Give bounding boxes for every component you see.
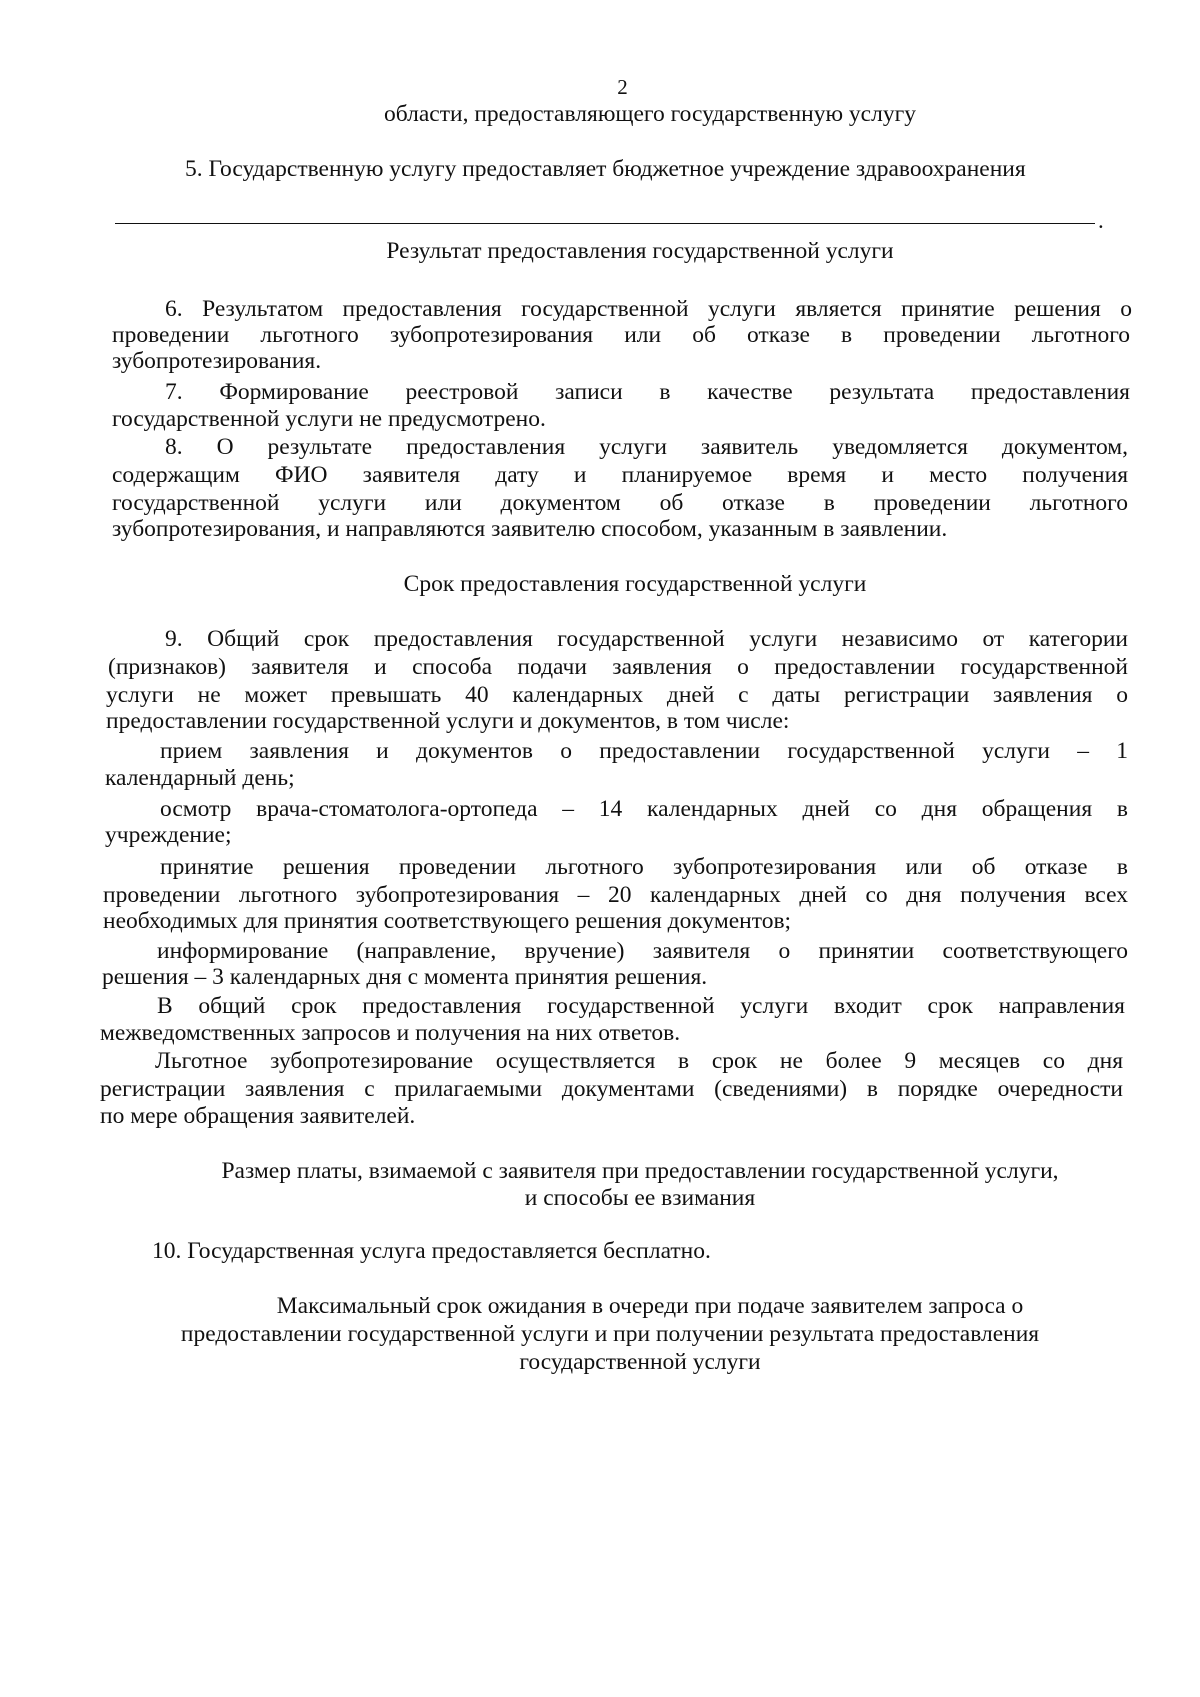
heading-wait-line-1: Максимальный срок ожидания в очереди при подаче заявителем запроса о [276,1293,1024,1319]
term-line-9: принятие решения проведении льготного зубопротезирования или об отказе в [160,854,1128,880]
term-line-18: по мере обращения заявителей. [100,1103,416,1129]
blank-end-dot: . [1098,208,1104,233]
term-line-5: прием заявления и документов о предоставлении государственной услуги – 1 [160,738,1128,764]
term-line-2: (признаков) заявителя и способа подачи заявления о предоставлении государственной [108,654,1128,680]
heading-fee-line-2: и способы ее взимания [524,1185,756,1211]
blank-underline [115,223,1095,224]
term-line-16: Льготное зубопротезирование осуществляется в срок не более 9 месяцев со дня [155,1048,1123,1074]
item-10-text: 10. Государственная услуга предоставляется бесплатно. [152,1238,711,1264]
result-line-4: 7. Формирование реестровой записи в качестве результата предоставления [165,379,1130,405]
heading-result: Результат предоставления государственной услуги [386,238,894,264]
term-line-6: календарный день; [105,765,295,791]
term-line-1: 9. Общий срок предоставления государственной услуги независимо от категории [165,626,1128,652]
term-line-10: проведении льготного зубопротезирования – 20 календарных дней со дня получения всех [103,882,1128,908]
term-line-4: предоставлении государственной услуги и документов, в том числе: [106,708,790,734]
result-line-1: 6. Результатом предоставления государственной услуги является принятие решения о [165,296,1132,322]
result-line-6: 8. О результате предоставления услуги заявитель уведомляется документом, [165,434,1128,460]
term-line-12: информирование (направление, вручение) заявителя о принятии соответствующего [157,938,1128,964]
item-5-text: 5. Государственную услугу предоставляет бюджетное учреждение здравоохранения [185,156,1026,182]
result-line-3: зубопротезирования. [112,348,322,374]
term-line-13: решения – 3 календарных дня с момента принятия решения. [102,964,708,990]
term-line-17: регистрации заявления с прилагаемыми документами (сведениями) в порядке очередности [100,1076,1123,1102]
result-line-2: проведении льготного зубопротезирования или об отказе в проведении льготного [112,322,1130,348]
term-line-15: межведомственных запросов и получения на них ответов. [100,1020,681,1046]
result-line-5: государственной услуги не предусмотрено. [112,406,546,432]
term-line-3: услуги не может превышать 40 календарных дней с даты регистрации заявления о [106,682,1128,708]
heading-fee-line-1: Размер платы, взимаемой с заявителя при предоставлении государственной услуги, [221,1158,1059,1184]
result-line-9: зубопротезирования, и направляются заявителю способом, указанным в заявлении. [112,516,948,542]
term-line-8: учреждение; [105,822,232,848]
heading-wait-line-3: государственной услуги [519,1349,761,1375]
term-line-11: необходимых для принятия соответствующего решения документов; [103,908,792,934]
page-number: 2 [617,75,628,99]
result-line-8: государственной услуги или документом об отказе в проведении льготного [112,490,1128,516]
result-line-7: содержащим ФИО заявителя дату и планируемое время и место получения [112,462,1128,488]
term-line-14: В общий срок предоставления государственной услуги входит срок направления [157,993,1125,1019]
intro-line: области, предоставляющего государственную услугу [384,101,916,127]
heading-wait-line-2: предоставлении государственной услуги и при получении результата предоставления [180,1321,1040,1347]
heading-term: Срок предоставления государственной услуги [403,571,867,597]
term-line-7: осмотр врача-стоматолога-ортопеда – 14 календарных дней со дня обращения в [160,796,1128,822]
